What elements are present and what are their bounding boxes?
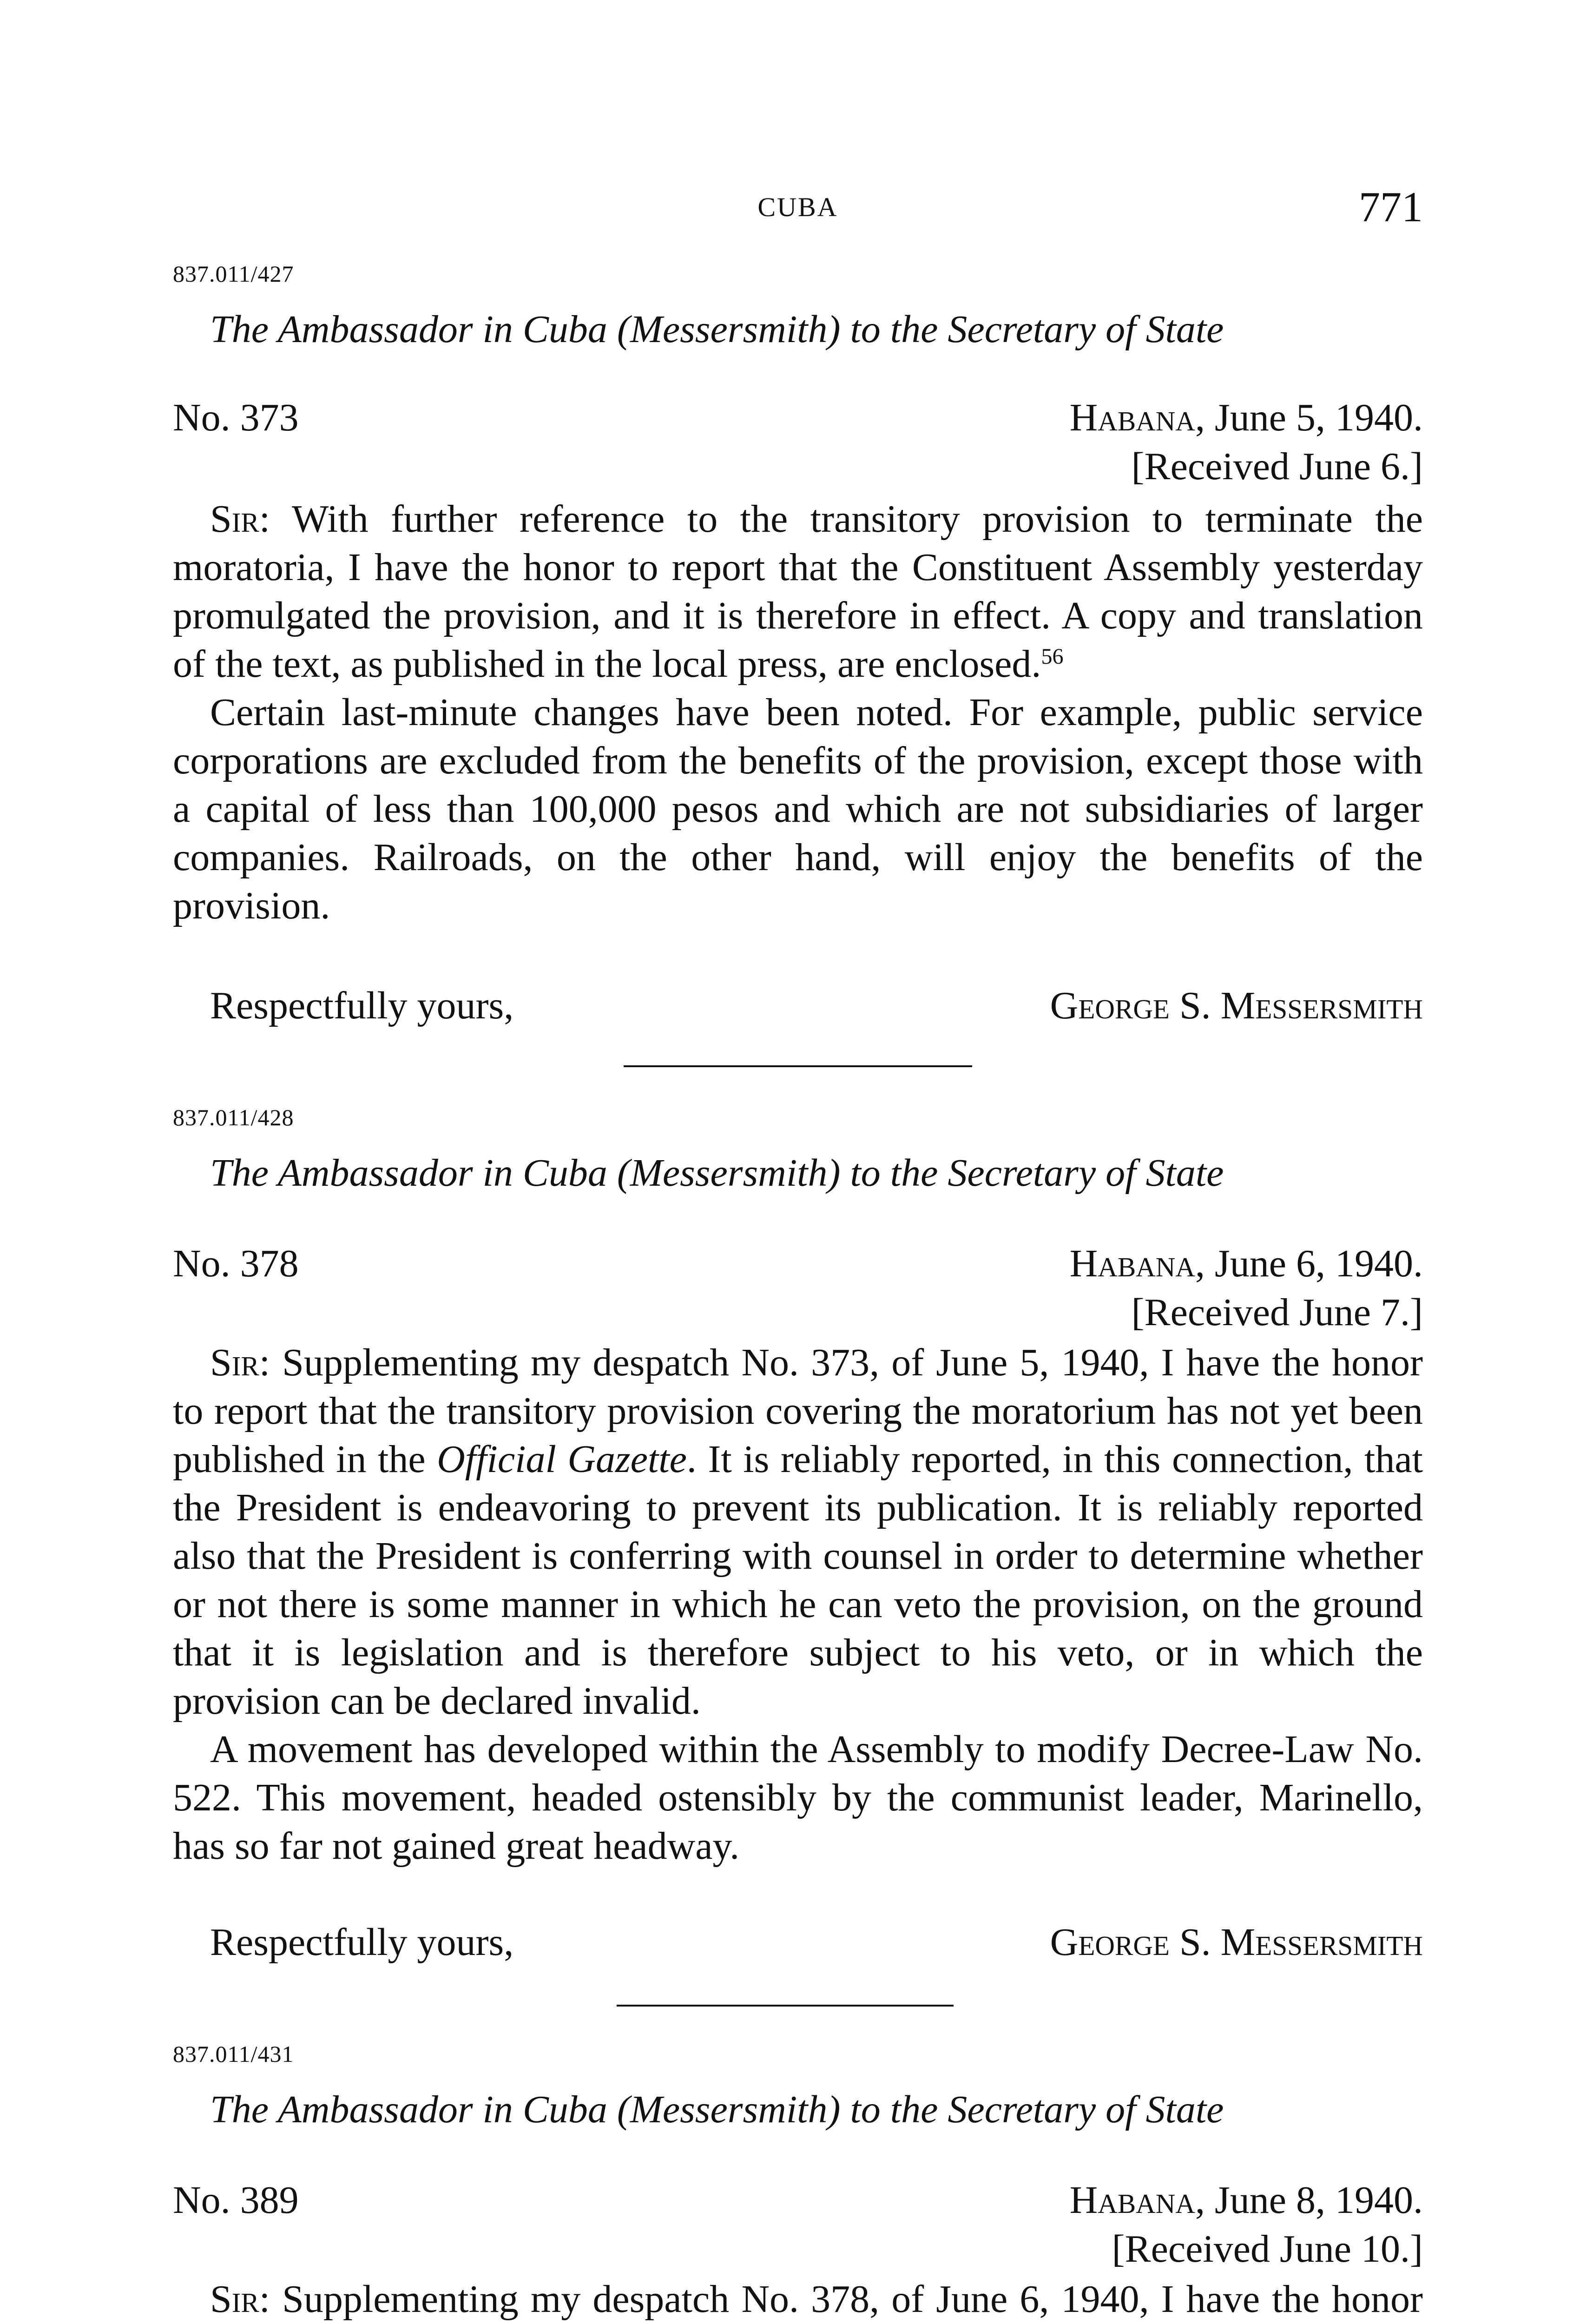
document-title: The Ambassador in Cuba (Messersmith) to the Secretary of State [210, 308, 1224, 351]
paragraph: A movement has developed within the Assembly to modify Decree-Law No. 522. This movement, headed ostensibly by the communist leader, Marinello, has so far not gained great headway. [173, 1728, 1423, 1868]
received-date: [Received June 10.] [1112, 2227, 1423, 2271]
footnote-ref: 56 [1041, 644, 1064, 669]
salutation: Sir [210, 1341, 259, 1384]
despatch-number: No. 378 [173, 1242, 299, 1285]
paragraph-text: : Supplementing my despatch No. 373, of June 5, 1940, I have the honor to report that the transitory provision covering the moratorium has not yet been published in the [173, 1341, 1423, 1481]
despatch-number: No. 389 [173, 2179, 299, 2222]
date: , June 5, 1940. [1195, 396, 1423, 439]
letter-body [173, 495, 1423, 930]
place: Habana [1069, 1242, 1196, 1285]
received-line [173, 444, 1423, 490]
page-number: 771 [1359, 183, 1423, 231]
complimentary-close: Respectfully yours, [210, 984, 514, 1027]
signature: George S. Messersmith [1050, 1921, 1423, 1964]
paragraph [173, 1339, 1423, 1725]
paragraph-text: : With further reference to the transitory provision to terminate the moratoria, I have the honor to report that the Constituent Assembly yesterday promulgated the provision, and it is therefore in effect. A copy and translation of the text, as published in the local press, are enclosed. [173, 497, 1423, 686]
closing-line [173, 1920, 1423, 1966]
gazette-title: Official Gazette [437, 1438, 687, 1481]
place: Habana [1069, 396, 1196, 439]
date: , June 8, 1940. [1195, 2179, 1423, 2222]
letter-body [173, 1339, 1423, 1870]
signature: George S. Messersmith [1050, 984, 1423, 1027]
place-date [1070, 2178, 1423, 2223]
paragraph [173, 495, 1423, 688]
running-title: CUBA [757, 192, 838, 222]
document-title: The Ambassador in Cuba (Messersmith) to the Secretary of State [210, 2088, 1224, 2131]
paragraph: Certain last-minute changes have been noted. For example, public service corporations are excluded from the benefits of the provision, except those with a capital of less than 100,000 pesos and which are not subsidiaries of larger companies. Railroads, on the other hand, will enjoy the benefits of the provision. [173, 691, 1423, 927]
file-number: 837.011/428 [173, 1104, 294, 1130]
section-divider [624, 1065, 972, 1067]
received-date: [Received June 7.] [1131, 1291, 1423, 1334]
paragraph [173, 2275, 1423, 2324]
date: , June 6, 1940. [1195, 1242, 1423, 1285]
paragraph-text: . It is reliably reported, in this connection, that the President is endeavoring to prevent its publication. It is reliably reported also that the President is conferring with counsel in order to determine whether or not there is some manner in which he can veto the provision, on the ground that it is legislation and is therefore subject to his veto, or in which the provision can be declared invalid. [173, 1438, 1423, 1723]
dateline [173, 2178, 1423, 2224]
dateline [173, 395, 1423, 442]
place: Habana [1069, 2179, 1196, 2222]
closing-line [173, 983, 1423, 1030]
received-date: [Received June 6.] [1131, 445, 1423, 488]
complimentary-close: Respectfully yours, [210, 1921, 514, 1964]
file-number: 837.011/431 [173, 2041, 294, 2067]
place-date [1070, 1241, 1423, 1286]
dateline [173, 1241, 1423, 1287]
place-date [1070, 395, 1423, 440]
running-header [173, 182, 1423, 233]
despatch-number: No. 373 [173, 396, 299, 439]
document-title: The Ambassador in Cuba (Messersmith) to the Secretary of State [210, 1151, 1224, 1195]
section-divider [617, 2005, 954, 2007]
salutation: Sir [210, 2278, 259, 2321]
salutation: Sir [210, 497, 259, 541]
file-number: 837.011/427 [173, 261, 294, 287]
received-line [173, 1290, 1423, 1336]
received-line [173, 2226, 1423, 2273]
letter-body [173, 2275, 1423, 2324]
paragraph-text: : Supplementing my despatch No. 378, of June 6, 1940, I have the honor [259, 2278, 1423, 2321]
